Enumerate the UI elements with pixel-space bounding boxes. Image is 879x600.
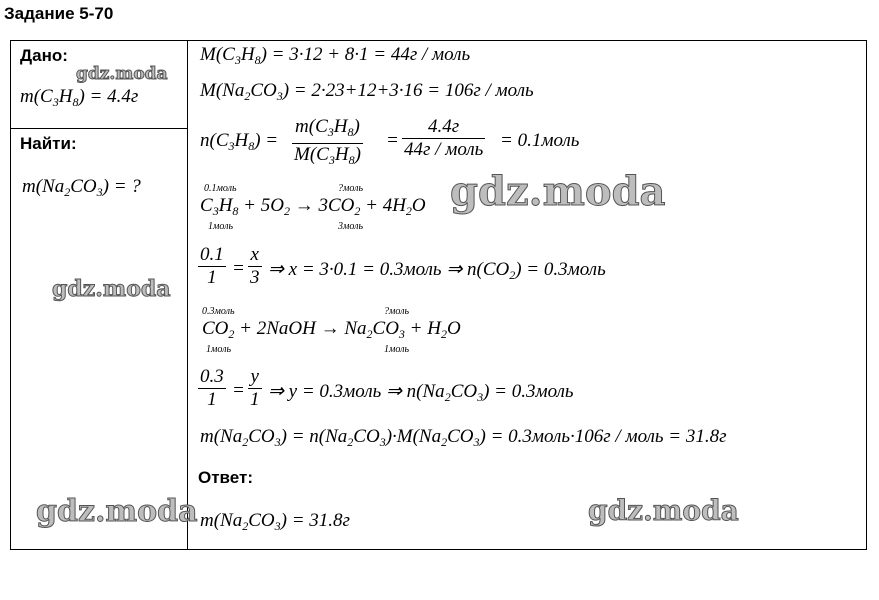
watermark-logo: gdz.moda — [588, 494, 739, 527]
proportion-1-fraction-b — [248, 244, 262, 289]
equals-sign: = — [232, 258, 245, 279]
find-value: $m(Na_2CO_3)$ = ? — [22, 176, 141, 199]
eq1-above-reactant: 0.1моль — [204, 183, 237, 194]
eq2-below-product: 1моль — [384, 344, 410, 355]
eq2-above-reactant: 0.3моль — [202, 306, 235, 317]
equals-sign: = — [386, 130, 399, 151]
eq2-above-product: ?моль — [384, 306, 410, 317]
proportion-1-a-den: 1 — [207, 267, 217, 288]
molar-mass-na2co3: $M(Na_2CO_3) = 2\cdot 23+12+3\cdot 16 = 106г$ / моль — [200, 80, 534, 103]
answer-label: Ответ: — [198, 468, 253, 487]
reaction-equation-1: $C_3H_8 + 5O_2 \to 3CO_2 + 4H_2O$ — [200, 195, 426, 218]
final-mass-calculation: $m(Na_2CO_3) = n(Na_2CO_3)\cdot M(Na_2CO_3)$ = 0.3моль·106г / моль = 31.8г — [200, 426, 727, 449]
answer-value: $m(Na_2CO_3) = 31.8г$ — [200, 510, 350, 533]
proportion-2-b-num: y — [248, 366, 262, 389]
eq1-below-reactant: 1моль — [208, 221, 234, 232]
watermark-logo: gdz.moda — [450, 168, 666, 215]
given-value: $m(C_3H_8) = 4.4г$ — [20, 86, 139, 109]
moles-fraction-1-den: $M(C_3H_8)$ — [294, 144, 361, 167]
moles-fraction-2-num: 4.4г — [402, 116, 485, 139]
moles-fraction-1 — [292, 116, 363, 171]
given-label: Дано: — [20, 46, 68, 65]
watermark-logo: gdz.moda — [76, 64, 168, 84]
proportion-2-fraction-a — [198, 366, 226, 411]
moles-lhs: $n(C_3H_8)$ = — [200, 130, 279, 153]
proportion-1-fraction-a — [198, 244, 226, 289]
watermark-logo: gdz.moda — [36, 494, 198, 529]
moles-fraction-2-den: 44г / моль — [404, 139, 484, 160]
eq1-above-product: ?моль — [338, 183, 364, 194]
find-label: Найти: — [20, 134, 77, 153]
column-divider — [187, 40, 188, 550]
eq1-below-product: 3моль — [338, 221, 364, 232]
proportion-1-result: ⇒ x = 3·0.1 = 0.3моль ⇒ $n(CO_2)$ = 0.3моль — [268, 259, 606, 282]
moles-fraction-1-num: $m(C_3H_8)$ — [292, 116, 363, 144]
molar-mass-c3h8: $M(C_3H_8) = 3\cdot 12 + 8\cdot 1 = 44г$ / моль — [200, 44, 471, 67]
proportion-2-a-den: 1 — [207, 389, 217, 410]
proportion-1-b-num: x — [248, 244, 262, 267]
eq2-below-reactant: 1моль — [206, 344, 232, 355]
equals-sign: = — [232, 380, 245, 401]
proportion-2-b-den: 1 — [250, 389, 260, 410]
moles-fraction-2 — [402, 116, 485, 161]
proportion-1-a-num: 0.1 — [200, 244, 224, 265]
proportion-2-a-num: 0.3 — [200, 366, 224, 387]
proportion-1-b-den: 3 — [250, 267, 260, 288]
reaction-equation-2: $CO_2$ + 2NaOH → $Na_2CO_3 + H_2O$ — [202, 318, 461, 341]
proportion-2-result: ⇒ y = 0.3моль ⇒ $n(Na_2CO_3)$ = 0.3моль — [268, 381, 574, 404]
page-title: Задание 5-70 — [4, 4, 114, 23]
watermark-logo: gdz.moda — [52, 276, 171, 302]
moles-result: = 0.1моль — [500, 130, 580, 151]
row-divider — [10, 128, 188, 129]
proportion-2-fraction-b — [248, 366, 262, 411]
